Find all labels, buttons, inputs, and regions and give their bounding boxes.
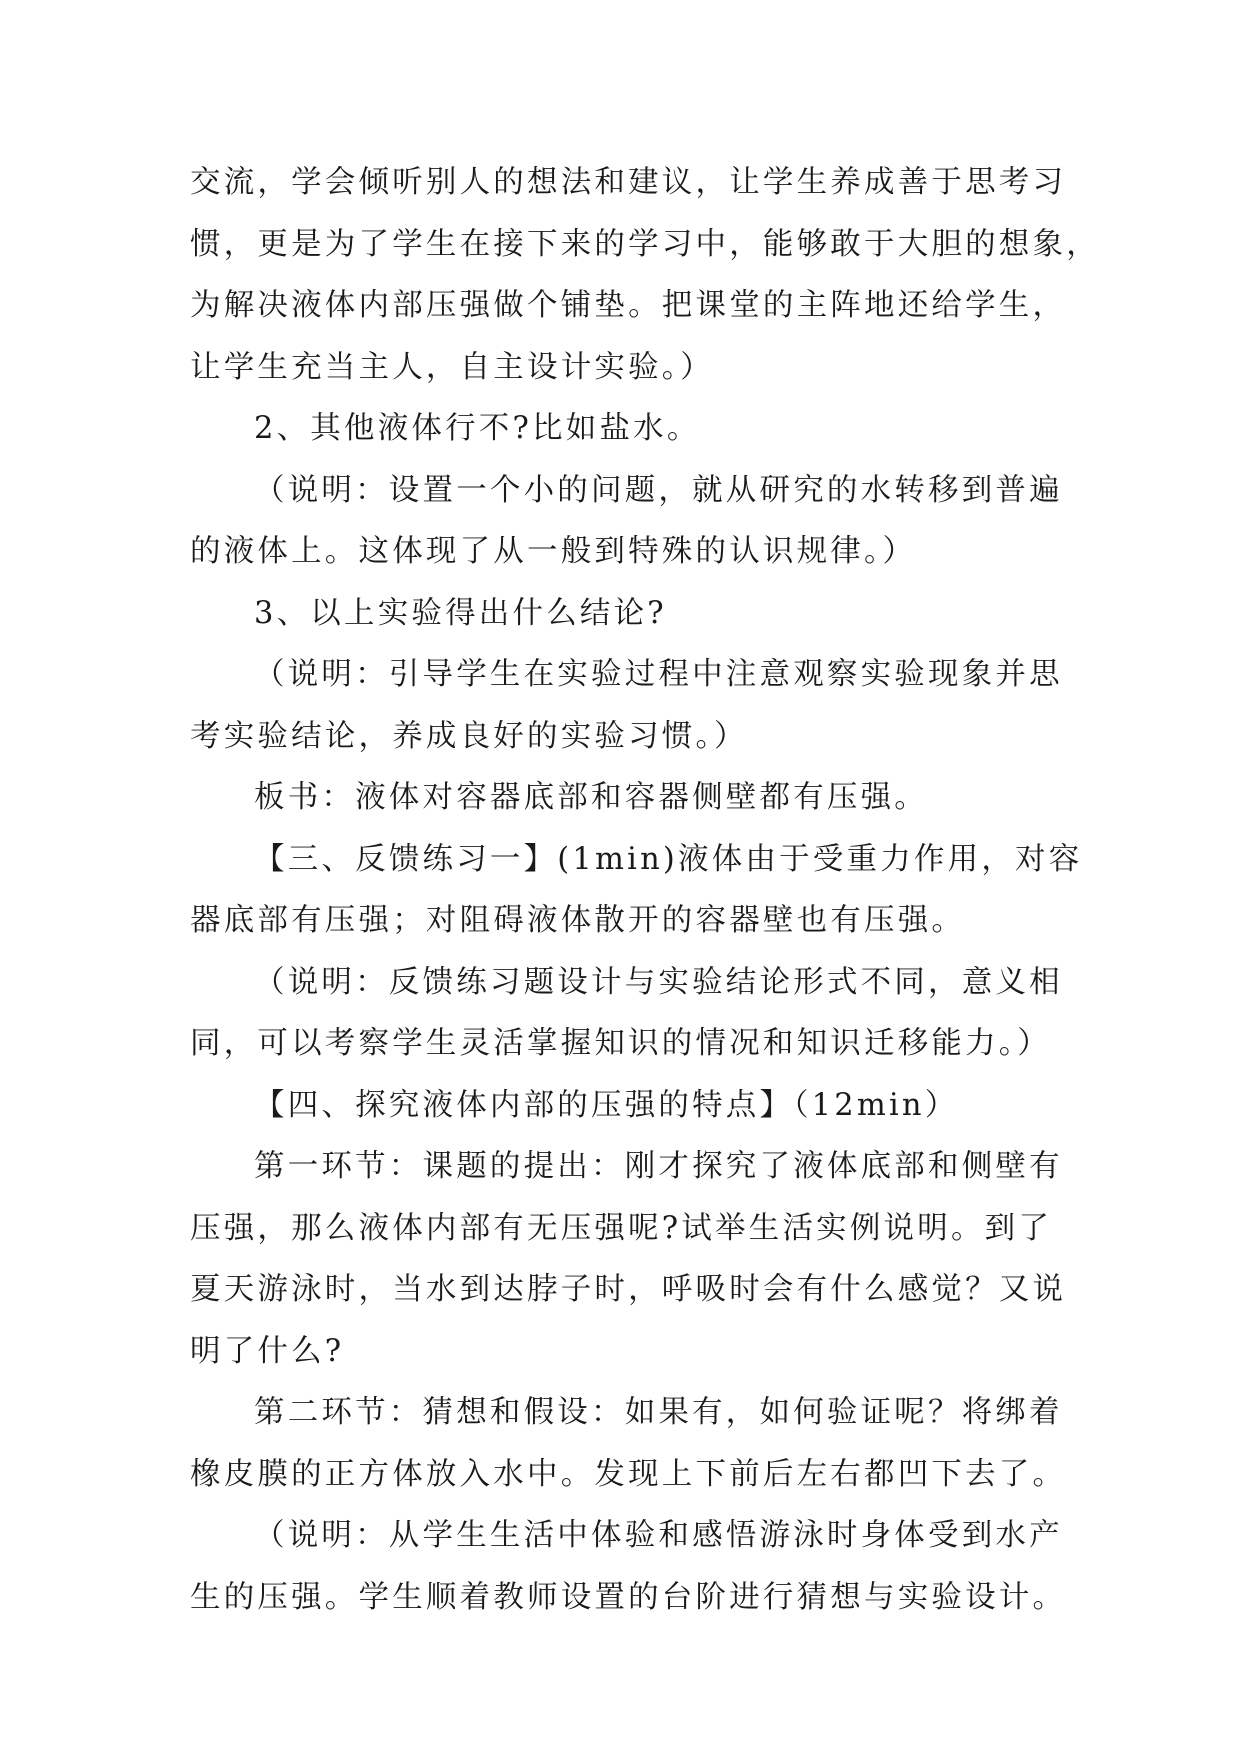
board-line: 板书：液体对容器底部和容器侧壁都有压强。 (254, 780, 928, 815)
text-line: 夏天游泳时，当水到达脖子时，呼吸时会有什么感觉？又说 (190, 1272, 1067, 1307)
text-line: 同，可以考察学生灵活掌握知识的情况和知识迁移能力。） (190, 1026, 1051, 1061)
step-line: 第一环节：课题的提出：刚才探究了液体底部和侧壁有 (254, 1149, 1063, 1184)
text-line: 生的压强。学生顺着教师设置的台阶进行猜想与实验设计。 (190, 1579, 1067, 1615)
note-line: （说明：反馈练习题设计与实验结论形式不同，意义相 (254, 964, 1063, 1000)
text-line: 交流，学会倾听别人的想法和建议，让学生养成善于思考习 (190, 165, 1067, 200)
question-line: 2、其他液体行不?比如盐水。 (254, 411, 701, 446)
document-body (190, 152, 1100, 1628)
text-line: 的液体上。这体现了从一般到特殊的认识规律。） (190, 534, 917, 569)
note-line: （说明：引导学生在实验过程中注意观察实验现象并思 (254, 657, 1063, 692)
text-line: 器底部有压强；对阻碍液体散开的容器壁也有压强。 (190, 903, 966, 938)
text-line: 明了什么? (190, 1333, 345, 1369)
section-heading: 【三、反馈练习一】(1min)液体由于受重力作用，对容 (254, 841, 1083, 877)
text-line: 为解决液体内部压强做个铺垫。把课堂的主阵地还给学生， (190, 288, 1067, 323)
text-line: 橡皮膜的正方体放入水中。发现上下前后左右都凹下去了。 (190, 1456, 1067, 1492)
text-line: 考实验结论，养成良好的实验习惯。） (190, 718, 748, 754)
text-line: 让学生充当主人，自主设计实验。） (190, 349, 714, 385)
section-heading: 【四、探究液体内部的压强的特点】（12min） (254, 1087, 959, 1123)
note-line: （说明：从学生生活中体验和感悟游泳时身体受到水产 (254, 1518, 1063, 1553)
step-line: 第二环节：猜想和假设：如果有，如何验证呢？将绑着 (254, 1395, 1063, 1430)
text-line: 压强，那么液体内部有无压强呢?试举生活实例说明。到了 (190, 1210, 1053, 1246)
note-line: （说明：设置一个小的问题，就从研究的水转移到普遍 (254, 472, 1063, 508)
text-line: 惯，更是为了学生在接下来的学习中，能够敢于大胆的想象， (190, 226, 1100, 262)
question-line: 3、以上实验得出什么结论? (254, 595, 667, 631)
